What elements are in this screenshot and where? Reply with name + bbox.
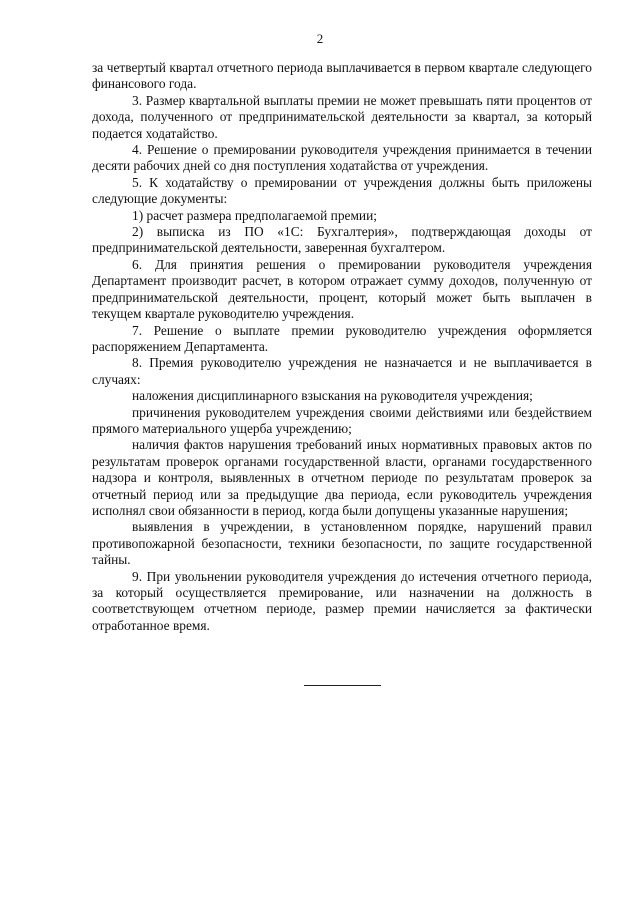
case-item-1: наложения дисциплинарного взыскания на руководителя учреждения;: [132, 388, 533, 404]
case-item-3: наличия фактов нарушения требований иных нормативных правовых актов по результатам проверок органами государственной власти, органами государственного надзора и контроля, выявленных в отчетном периоде по результатам проверок за отчетный период или за предыдущие два периода, если руководитель учреждения исполнял свои обязанности в период, когда были допущены указанные нарушения;: [92, 437, 592, 518]
page-number: 2: [316, 31, 324, 46]
paragraph-continuation: за четвертый квартал отчетного периода выплачивается в первом квартале следующего финансового года.: [92, 60, 592, 92]
paragraph-3: 3. Размер квартальной выплаты премии не может превышать пяти процентов от дохода, полученного от предпринимательской деятельности за квартал, за который подается ходатайство.: [92, 92, 592, 141]
case-item-4: выявления в учреждении, в установленном порядке, нарушений правил противопожарной безопасности, техники безопасности, по защите государственной тайны.: [92, 519, 592, 568]
document-body: [92, 60, 592, 634]
end-of-document-line: [304, 685, 381, 686]
list-item-1: 1) расчет размера предполагаемой премии;: [132, 207, 377, 223]
paragraph-4: 4. Решение о премировании руководителя учреждения принимается в течении десяти рабочих дней со дня поступления ходатайства от учреждения.: [92, 142, 592, 174]
paragraph-9: 9. При увольнении руководителя учреждения до истечения отчетного периода, за который осуществляется премирование, или назначении на должность в соответствующем отчетном периоде, размер премии начисляется за фактически отработанное время.: [92, 568, 592, 633]
paragraph-8: 8. Премия руководителю учреждения не назначается и не выплачивается в случаях:: [92, 355, 592, 387]
case-item-2: причинения руководителем учреждения своими действиями или бездействием прямого материального ущерба учреждению;: [92, 404, 592, 436]
paragraph-6: 6. Для принятия решения о премировании руководителя учреждения Департамент производит расчет, в котором отражает сумму доходов, полученную от предпринимательской деятельности, процент, который может быть выплачен в текущем квартале руководителю учреждения.: [92, 256, 592, 322]
list-item-2: 2) выписка из ПО «1С: Бухгалтерия», подтверждающая доходы от предпринимательской деятельности, заверенная бухгалтером.: [92, 224, 592, 256]
paragraph-7: 7. Решение о выплате премии руководителю учреждения оформляется распоряжением Департамента.: [92, 322, 592, 354]
paragraph-5: 5. К ходатайству о премировании от учреждения должны быть приложены следующие документы:: [92, 174, 592, 207]
